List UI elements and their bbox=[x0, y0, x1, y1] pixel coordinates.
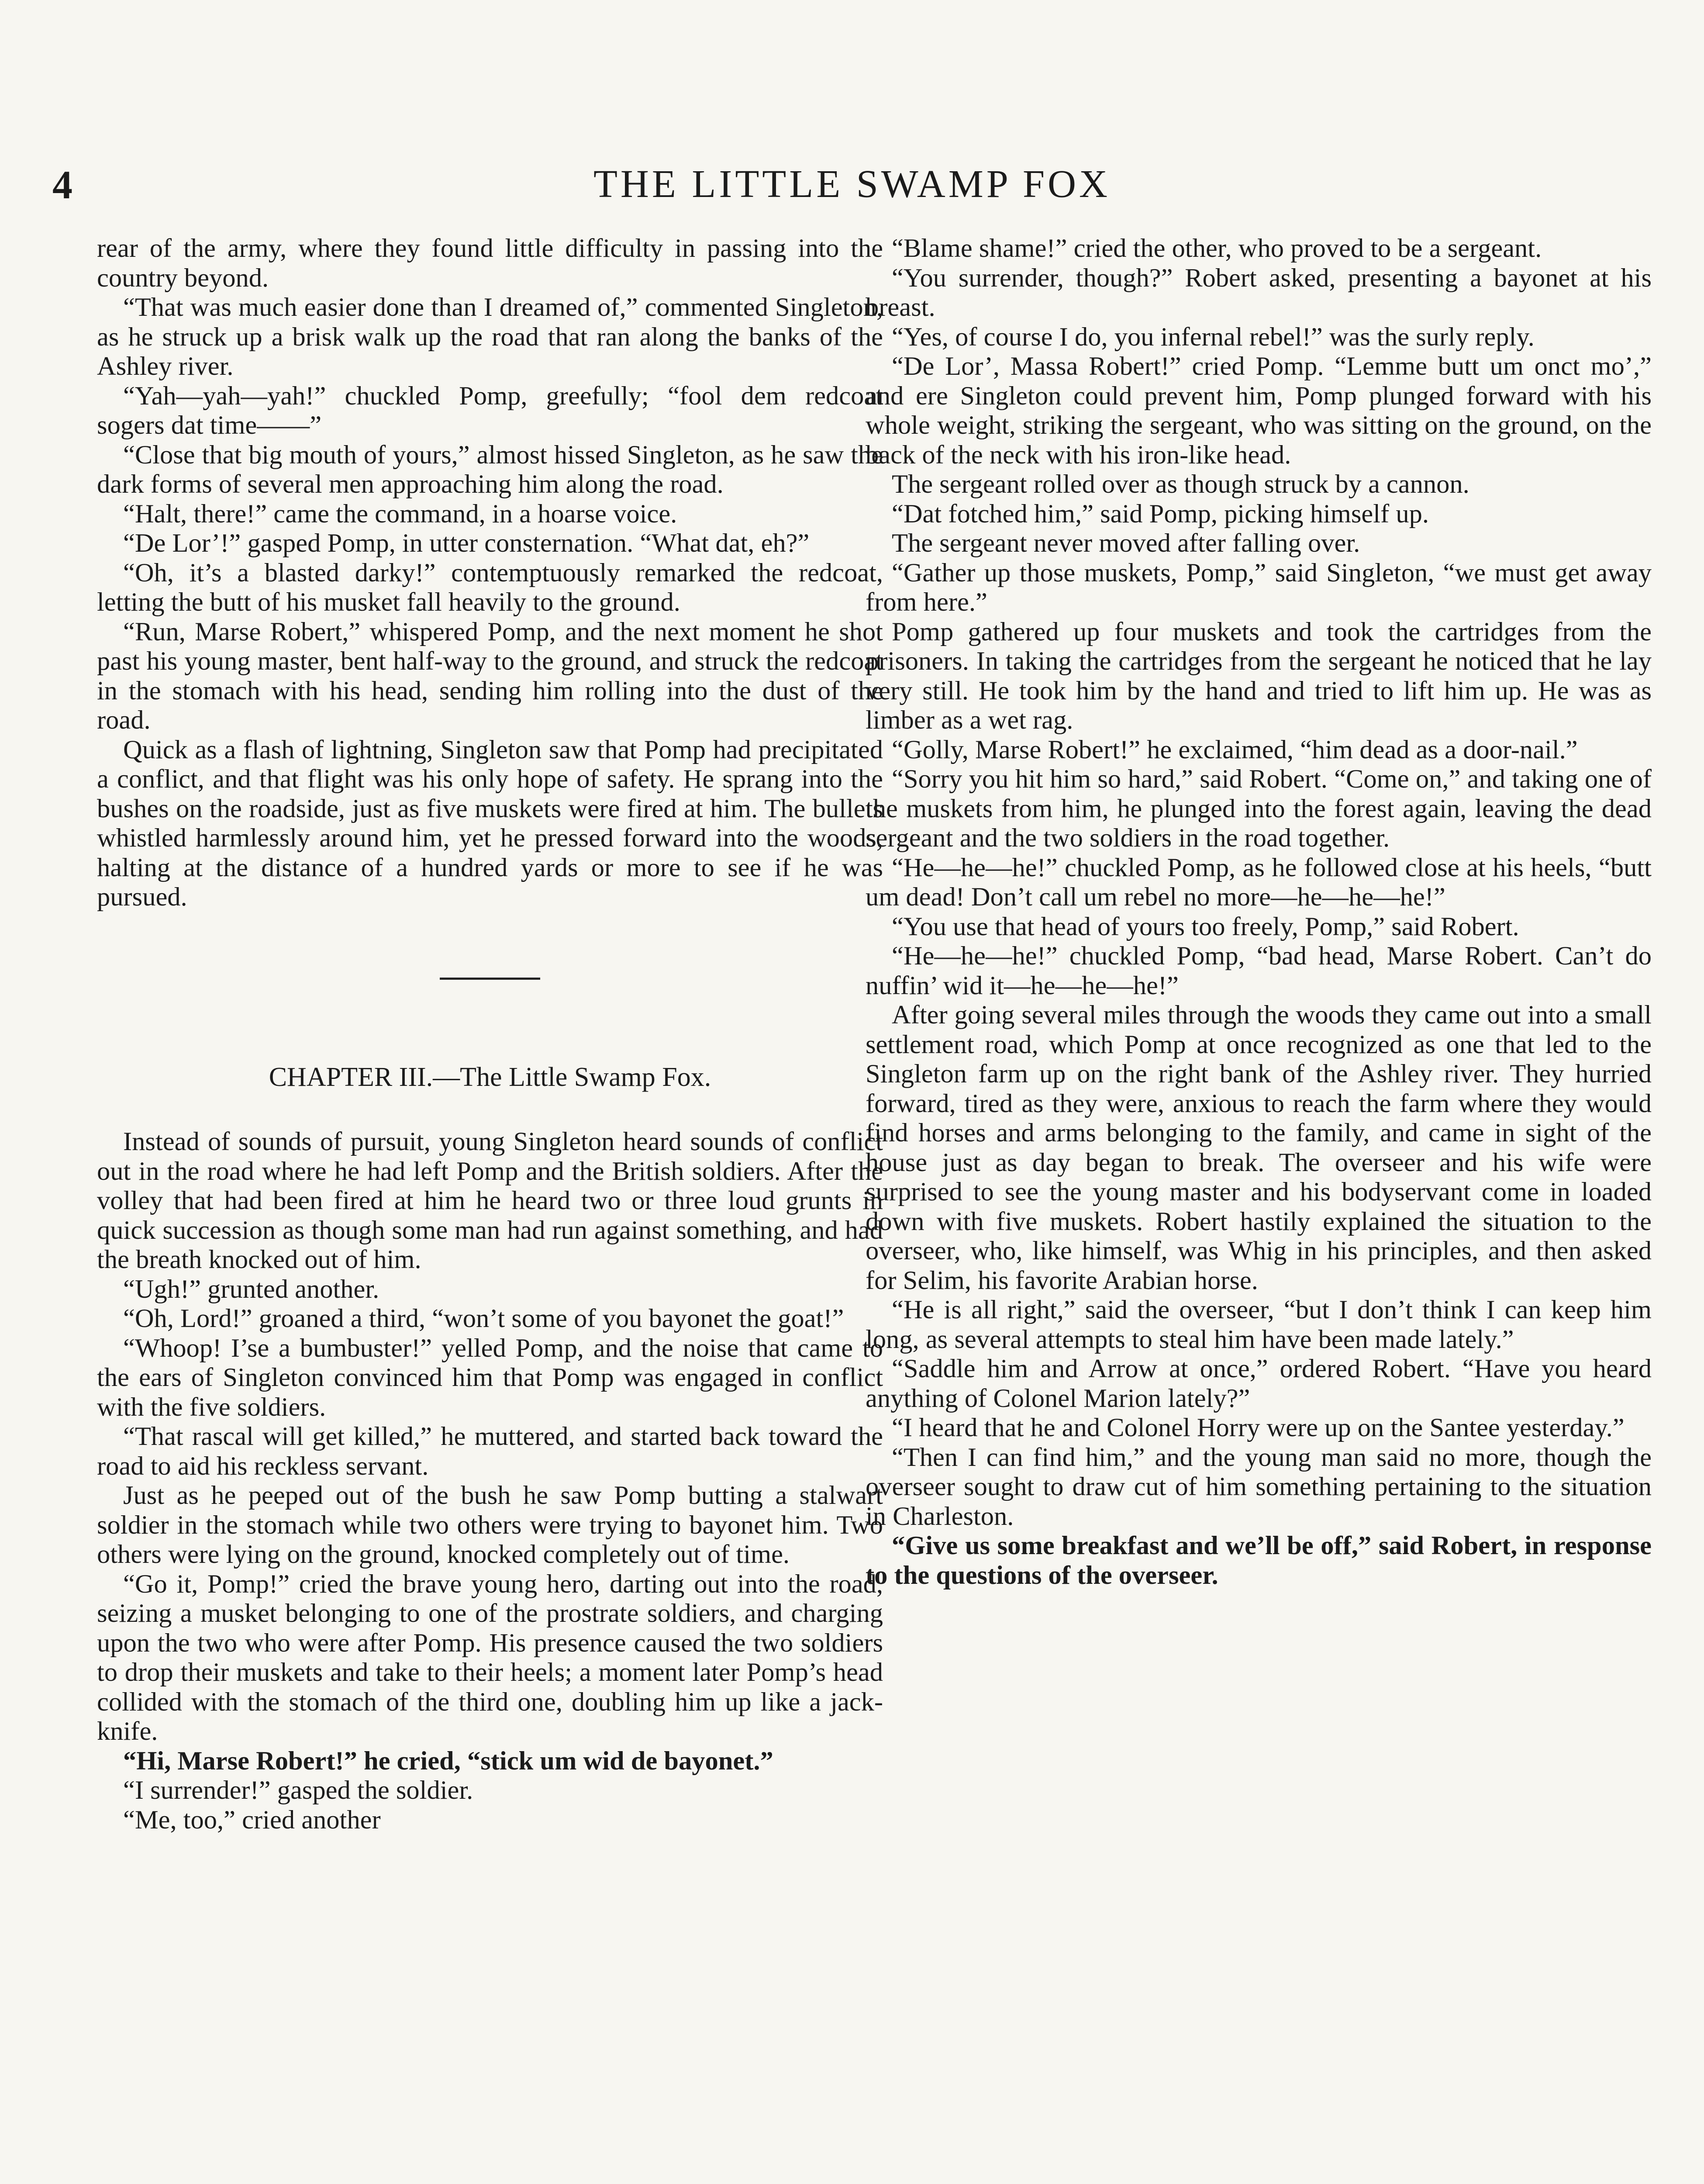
paragraph: “Me, too,” cried another bbox=[123, 1805, 381, 1835]
paragraph: The sergeant rolled over as though struck by a cannon. bbox=[892, 470, 1469, 499]
paragraph: “Go it, Pomp!” cried the brave young hero, darting out into the road, seizing a musket belonging to one of the prostrate soldiers, and charging upon the two who were after Pomp. His presence caused the two soldiers to drop their muskets and take to their heels; a moment later Pomp’s head collided with the stomach of the third one, doubling him up like a jack-knife. bbox=[97, 1569, 883, 1746]
paragraph: “That rascal will get killed,” he muttered, and started back toward the road to aid his reckless servant. bbox=[97, 1422, 883, 1481]
paragraph: After going several miles through the woods they came out into a small settlement road, which Pomp at once recognized as one that led to the Singleton farm up on the right bank of the Ashley river. They hurried forward, tired as they were, anxious to reach the farm where they would find horses and arms belonging to the family, and came in sight of the house just as day began to break. The overseer and his wife were surprised to see the young master and his bodyservant come in loaded down with five muskets. Robert hastily explained the situation to the overseer, who, like himself, was Whig in his principles, and then asked for Selim, his favorite Arabian horse. bbox=[866, 1000, 1652, 1295]
paragraph: “De Lor’, Massa Robert!” cried Pomp. “Lemme butt um onct mo’,” and ere Singleton could prevent him, Pomp plunged forward with his whole weight, striking the sergeant, who was sitting on the ground, on the back of the neck with his iron-like head. bbox=[866, 352, 1652, 470]
paragraph: The sergeant never moved after falling over. bbox=[892, 529, 1360, 558]
paragraph: “Saddle him and Arrow at once,” ordered Robert. “Have you heard anything of Colonel Marion lately?” bbox=[866, 1354, 1652, 1413]
right-column bbox=[866, 234, 1652, 2184]
paragraph: “Golly, Marse Robert!” he exclaimed, “him dead as a door-nail.” bbox=[892, 735, 1578, 764]
paragraph: “You use that head of yours too freely, Pomp,” said Robert. bbox=[892, 912, 1519, 941]
paragraph: “Whoop! I’se a bumbuster!” yelled Pomp, and the noise that came to the ears of Singleton convinced him that Pomp was engaged in conflict with the five soldiers. bbox=[97, 1333, 883, 1422]
paragraph: “Gather up those muskets, Pomp,” said Singleton, “we must get away from here.” bbox=[866, 558, 1652, 617]
paragraph: “Sorry you hit him so hard,” said Robert. “Come on,” and taking one of the muskets from him, he plunged into the forest again, leaving the dead sergeant and the two soldiers in the road together. bbox=[866, 764, 1652, 853]
paragraph: “He—he—he!” chuckled Pomp, as he followed close at his heels, “butt um dead! Don’t call um rebel no more—he—he—he!” bbox=[866, 853, 1652, 912]
paragraph: “Then I can find him,” and the young man said no more, though the overseer sought to draw cut of him something pertaining to the situation in Charleston. bbox=[866, 1442, 1652, 1531]
paragraph: “I heard that he and Colonel Horry were up on the Santee yesterday.” bbox=[892, 1413, 1625, 1442]
paragraph: Quick as a flash of lightning, Singleton saw that Pomp had precipitated a conflict, and that flight was his only hope of safety. He sprang into the bushes on the roadside, just as five muskets were fired at him. The bullets whistled harmlessly around him, yet he pressed forward into the woods, halting at the distance of a hundred yards or more to see if he was pursued. bbox=[97, 735, 883, 912]
paragraph: “That was much easier done than I dreamed of,” commented Singleton, as he struck up a brisk walk up the road that ran along the banks of the Ashley river. bbox=[97, 293, 883, 381]
paragraph: “Ugh!” grunted another. bbox=[123, 1274, 379, 1304]
paragraph: “I surrender!” gasped the soldier. bbox=[123, 1776, 473, 1805]
paragraph: “Blame shame!” cried the other, who proved to be a sergeant. bbox=[892, 234, 1542, 263]
paragraph: “You surrender, though?” Robert asked, presenting a bayonet at his breast. bbox=[866, 263, 1652, 322]
paragraph: “Dat fotched him,” said Pomp, picking himself up. bbox=[892, 499, 1429, 529]
running-title: THE LITTLE SWAMP FOX bbox=[593, 162, 1111, 206]
paragraph: Pomp gathered up four muskets and took the cartridges from the prisoners. In taking the cartridges from the sergeant he noticed that he lay very still. He took him by the hand and tried to lift him up. He was as limber as a wet rag. bbox=[866, 617, 1652, 735]
paragraph: “Run, Marse Robert,” whispered Pomp, and the next moment he shot past his young master, bent half-way to the ground, and struck the redcoat in the stomach with his head, sending him rolling into the dust of the road. bbox=[97, 617, 883, 735]
page-number: 4 bbox=[52, 162, 72, 207]
paragraph: “Hi, Marse Robert!” he cried, “stick um wid de bayonet.” bbox=[123, 1746, 773, 1776]
paragraph: Instead of sounds of pursuit, young Singleton heard sounds of conflict out in the road where he had left Pomp and the British soldiers. After the volley that had been fired at him he heard two or three loud grunts in quick succession as though some man had run against something, and had the breath knocked out of him. bbox=[97, 1127, 883, 1274]
section-divider bbox=[440, 978, 540, 980]
paragraph: rear of the army, where they found little difficulty in passing into the country beyond. bbox=[97, 234, 883, 293]
paragraph: Just as he peeped out of the bush he saw Pomp butting a stalwart soldier in the stomach while two others were trying to bayonet him. Two others were lying on the ground, knocked completely out of time. bbox=[97, 1481, 883, 1569]
paragraph: “Oh, it’s a blasted darky!” contemptuously remarked the redcoat, letting the butt of his musket fall heavily to the ground. bbox=[97, 558, 883, 617]
left-column bbox=[97, 234, 883, 2184]
paragraph: “De Lor’!” gasped Pomp, in utter consternation. “What dat, eh?” bbox=[123, 529, 810, 558]
paragraph: “Give us some breakfast and we’ll be off,” said Robert, in response to the questions of the overseer. bbox=[866, 1531, 1652, 1590]
paragraph: “Yah—yah—yah!” chuckled Pomp, greefully; “fool dem redcoat sogers dat time——” bbox=[97, 381, 883, 440]
paragraph: “Oh, Lord!” groaned a third, “won’t some of you bayonet the goat!” bbox=[123, 1304, 844, 1333]
paragraph: “Yes, of course I do, you infernal rebel!” was the surly reply. bbox=[892, 322, 1535, 352]
chapter-heading: CHAPTER III.—The Little Swamp Fox. bbox=[269, 1062, 711, 1092]
paragraph: “He—he—he!” chuckled Pomp, “bad head, Marse Robert. Can’t do nuffin’ wid it—he—he—he!” bbox=[866, 941, 1652, 1000]
page-header bbox=[0, 162, 1704, 210]
paragraph: “Close that big mouth of yours,” almost hissed Singleton, as he saw the dark forms of several men approaching him along the road. bbox=[97, 440, 883, 499]
paragraph: “Halt, there!” came the command, in a hoarse voice. bbox=[123, 499, 677, 529]
paragraph: “He is all right,” said the overseer, “but I don’t think I can keep him long, as several attempts to steal him have been made lately.” bbox=[866, 1295, 1652, 1354]
